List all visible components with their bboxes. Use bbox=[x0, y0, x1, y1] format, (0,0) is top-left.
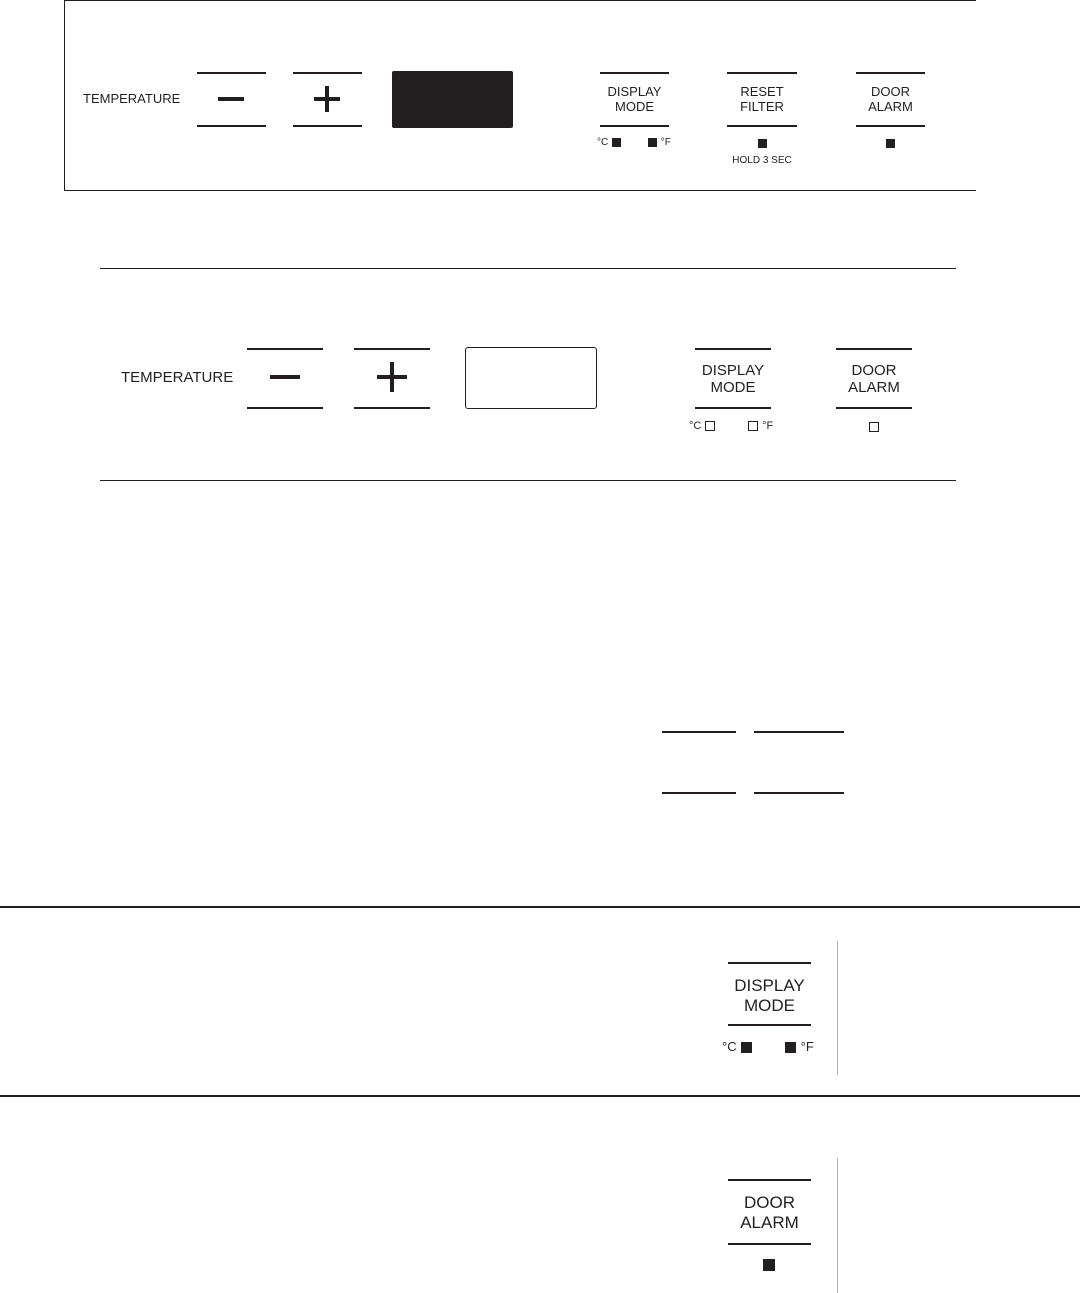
open-square-icon bbox=[869, 422, 879, 432]
button-bottom-rule bbox=[836, 407, 912, 409]
button-bottom-rule bbox=[600, 125, 669, 127]
button-top-rule bbox=[728, 962, 811, 964]
door-alarm-button[interactable] bbox=[836, 348, 912, 409]
filled-square-icon bbox=[785, 1042, 796, 1053]
door-alarm-line2: ALARM bbox=[848, 379, 900, 397]
blank-rule bbox=[662, 792, 736, 794]
door-alarm-button[interactable] bbox=[728, 1179, 811, 1245]
display-mode-label bbox=[728, 976, 811, 1015]
filled-square-icon bbox=[886, 139, 895, 148]
temperature-label: TEMPERATURE bbox=[121, 369, 234, 386]
button-top-rule bbox=[695, 348, 771, 350]
blank-rule bbox=[662, 731, 736, 733]
button-top-rule bbox=[293, 72, 362, 74]
open-square-icon bbox=[705, 421, 715, 431]
panel2-bottom-border bbox=[100, 480, 956, 481]
hold-3-sec-label: HOLD 3 SEC bbox=[732, 155, 792, 166]
plus-icon bbox=[377, 362, 407, 392]
filled-square-icon bbox=[741, 1042, 752, 1053]
button-bottom-rule bbox=[247, 407, 323, 409]
celsius-label: °C bbox=[597, 137, 609, 148]
fahrenheit-indicator bbox=[785, 1039, 814, 1054]
fahrenheit-indicator bbox=[748, 420, 773, 432]
display-mode-line2: MODE bbox=[744, 995, 795, 1015]
panel1-top-border bbox=[64, 0, 976, 1]
door-alarm-label bbox=[836, 362, 912, 397]
minus-icon bbox=[270, 375, 300, 379]
door-alarm-line1: DOOR bbox=[871, 84, 910, 99]
button-top-rule bbox=[836, 348, 912, 350]
button-top-rule bbox=[247, 348, 323, 350]
button-bottom-rule bbox=[727, 125, 797, 127]
display-mode-line1: DISPLAY bbox=[734, 976, 805, 995]
temperature-up-button[interactable] bbox=[354, 348, 430, 409]
button-bottom-rule bbox=[354, 407, 430, 409]
celsius-indicator bbox=[689, 420, 715, 432]
reset-filter-button[interactable] bbox=[727, 72, 797, 127]
filled-square-icon bbox=[612, 138, 621, 147]
plus-icon bbox=[314, 86, 340, 112]
column-divider bbox=[837, 1158, 838, 1293]
fahrenheit-label: °F bbox=[800, 1039, 814, 1054]
panel1-bottom-border bbox=[64, 190, 976, 191]
filled-square-icon bbox=[648, 138, 657, 147]
temperature-up-button[interactable] bbox=[293, 72, 362, 127]
fahrenheit-label: °F bbox=[762, 420, 774, 432]
temperature-display bbox=[465, 347, 597, 409]
section-divider bbox=[0, 906, 1080, 908]
button-bottom-rule bbox=[695, 407, 771, 409]
temperature-display bbox=[392, 71, 513, 128]
column-divider bbox=[837, 941, 838, 1075]
celsius-indicator bbox=[597, 137, 621, 148]
display-mode-line1: DISPLAY bbox=[701, 362, 765, 379]
open-square-icon bbox=[748, 421, 758, 431]
button-top-rule bbox=[727, 72, 797, 74]
button-bottom-rule bbox=[856, 125, 925, 127]
display-mode-label bbox=[695, 362, 771, 397]
filled-square-icon bbox=[763, 1259, 775, 1271]
button-top-rule bbox=[600, 72, 669, 74]
button-bottom-rule bbox=[728, 1243, 811, 1245]
button-bottom-rule bbox=[197, 125, 266, 127]
section-divider bbox=[0, 1095, 1080, 1097]
temperature-down-button[interactable] bbox=[247, 348, 323, 409]
temperature-down-button[interactable] bbox=[197, 72, 266, 127]
filled-square-icon bbox=[758, 139, 767, 148]
minus-icon bbox=[218, 97, 244, 101]
celsius-label: °C bbox=[722, 1039, 737, 1054]
celsius-label: °C bbox=[689, 420, 702, 432]
display-mode-label bbox=[600, 85, 669, 115]
door-alarm-button[interactable] bbox=[856, 72, 925, 127]
display-mode-line2: MODE bbox=[615, 98, 654, 114]
reset-filter-line2: FILTER bbox=[740, 98, 784, 114]
display-mode-button[interactable] bbox=[695, 348, 771, 409]
display-mode-button[interactable] bbox=[600, 72, 669, 127]
button-bottom-rule bbox=[728, 1024, 811, 1026]
button-bottom-rule bbox=[293, 125, 362, 127]
display-mode-button[interactable] bbox=[728, 962, 811, 1026]
reset-filter-line1: RESET bbox=[740, 84, 784, 99]
reset-filter-label bbox=[727, 85, 797, 115]
display-mode-line1: DISPLAY bbox=[607, 84, 662, 99]
blank-rule bbox=[754, 792, 844, 794]
blank-rule bbox=[754, 731, 844, 733]
button-top-rule bbox=[354, 348, 430, 350]
fahrenheit-label: °F bbox=[660, 137, 671, 148]
door-alarm-line1: DOOR bbox=[851, 362, 897, 379]
door-alarm-label bbox=[728, 1193, 811, 1232]
button-top-rule bbox=[856, 72, 925, 74]
panel2-top-border bbox=[100, 268, 956, 269]
panel1-left-border bbox=[64, 0, 65, 191]
button-top-rule bbox=[728, 1179, 811, 1181]
fahrenheit-indicator bbox=[648, 137, 671, 148]
door-alarm-label bbox=[856, 85, 925, 115]
temperature-label: TEMPERATURE bbox=[83, 91, 181, 106]
door-alarm-line2: ALARM bbox=[868, 98, 913, 114]
display-mode-line2: MODE bbox=[710, 379, 756, 397]
door-alarm-line2: ALARM bbox=[740, 1212, 799, 1232]
button-top-rule bbox=[197, 72, 266, 74]
celsius-indicator bbox=[722, 1039, 752, 1054]
door-alarm-line1: DOOR bbox=[744, 1193, 795, 1212]
